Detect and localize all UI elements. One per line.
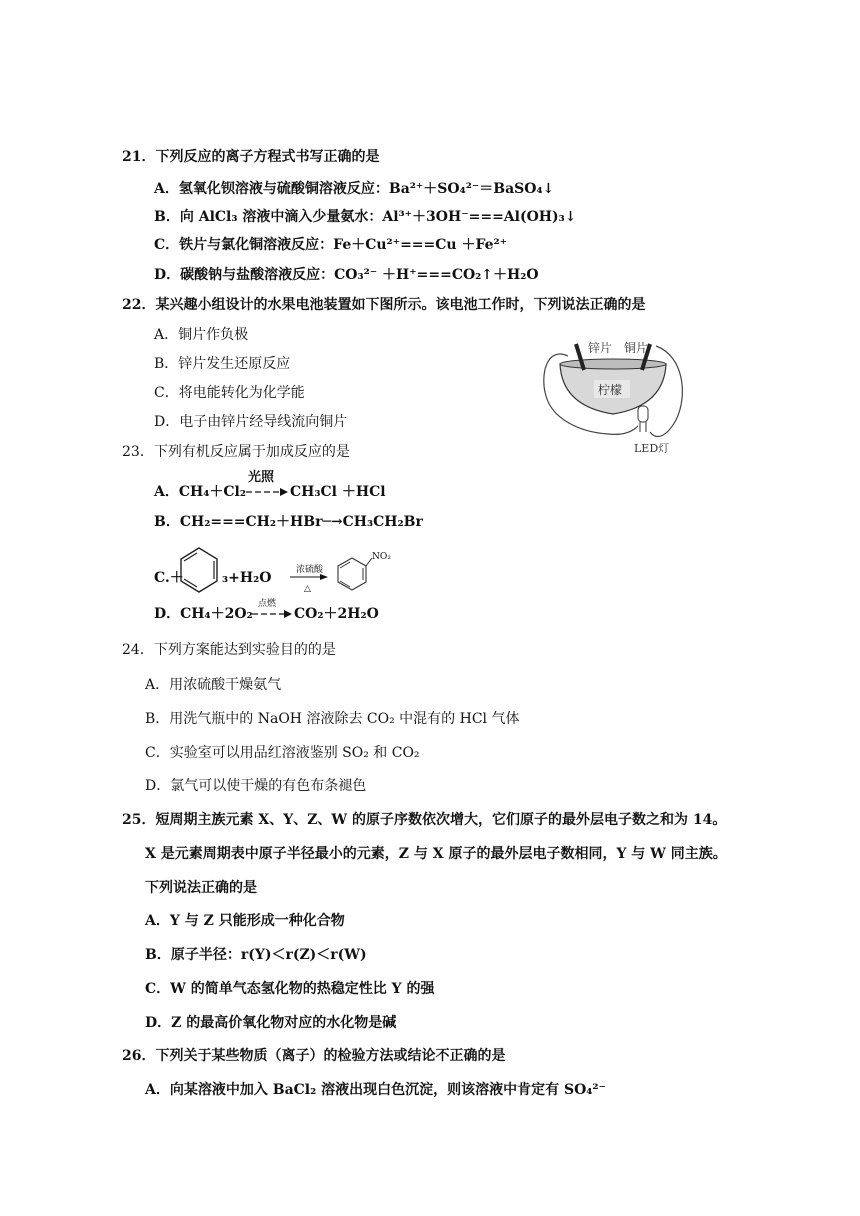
question-23-option-d-right: CO₂＋2H₂O xyxy=(294,606,379,622)
question-23-option-d-left: D．CH₄＋2O₂ xyxy=(154,606,253,622)
question-26-option-a: A．向某溶液中加入 BaCl₂ 溶液出现白色沉淀，则该溶液中肯定有 SO₄²⁻ xyxy=(145,1082,606,1098)
question-23-stem: 23．下列有机反应属于加成反应的是 xyxy=(122,444,350,460)
question-23-option-c-mid: ₃+H₂O xyxy=(222,570,272,586)
question-22-option-b: B．锌片发生还原反应 xyxy=(154,356,291,372)
question-24-option-c: C．实验室可以用品红溶液鉴别 SO₂ 和 CO₂ xyxy=(145,745,420,761)
question-25-option-c: C．W 的简单气态氢化物的热稳定性比 Y 的强 xyxy=(145,981,435,997)
question-25-stem-line-2: X 是元素周期表中原子半径最小的元素，Z 与 X 原子的最外层电子数相同，Y 与 W 同主族。 xyxy=(145,846,727,862)
question-23-option-c-prefix: C.＋ xyxy=(154,570,184,586)
question-25-stem-line-3: 下列说法正确的是 xyxy=(145,880,257,896)
question-23-option-b: B．CH₂===CH₂＋HBr─→CH₃CH₂Br xyxy=(154,514,423,530)
zinc-label: 锌片 xyxy=(588,341,613,355)
lemon-surface xyxy=(560,359,666,369)
copper-label: 铜片 xyxy=(624,341,649,355)
question-21-option-b: B．向 AlCl₃ 溶液中滴入少量氨水：Al³⁺＋3OH⁻===Al(OH)₃↓ xyxy=(154,209,577,225)
question-23-option-d-condition: 点燃 xyxy=(258,599,277,609)
led-icon xyxy=(638,406,648,422)
question-21-option-a: A．氢氧化钡溶液与硫酸铜溶液反应：Ba²⁺＋SO₄²⁻＝BaSO₄↓ xyxy=(154,181,555,197)
question-25-stem-line-1: 25．短周期主族元素 X、Y、Z、W 的原子序数依次增大，它们原子的最外层电子数之和为 14。 xyxy=(122,812,727,828)
question-25-option-d: D．Z 的最高价氧化物对应的水化物是碱 xyxy=(145,1015,397,1031)
benzene-ring-icon xyxy=(178,545,220,595)
question-25-option-b: B．原子半径：r(Y)＜r(Z)＜r(W) xyxy=(145,947,367,963)
question-21-stem: 21．下列反应的离子方程式书写正确的是 xyxy=(122,149,380,165)
question-22-option-c: C．将电能转化为化学能 xyxy=(154,385,305,401)
led-label: LED灯 xyxy=(634,442,670,455)
question-22-stem: 22．某兴趣小组设计的水果电池装置如下图所示。该电池工作时，下列说法正确的是 xyxy=(122,297,646,313)
question-21-option-d: D．碳酸钠与盐酸溶液反应：CO₃²⁻ ＋H⁺===CO₂↑＋H₂O xyxy=(154,267,539,283)
fruit-battery-figure xyxy=(538,336,686,456)
question-24-option-b: B．用洗气瓶中的 NaOH 溶液除去 CO₂ 中混有的 HCl 气体 xyxy=(145,711,520,727)
reaction-arrow-icon-3 xyxy=(252,608,292,620)
question-23-option-a-left: A．CH₄＋Cl₂ xyxy=(154,484,246,500)
question-21-option-c: C．铁片与氯化铜溶液反应：Fe＋Cu²⁺===Cu ＋Fe²⁺ xyxy=(154,237,508,253)
question-25-option-a: A．Y 与 Z 只能形成一种化合物 xyxy=(145,913,345,929)
question-23-option-c-heat: △ xyxy=(304,584,311,594)
reaction-arrow-icon xyxy=(246,486,288,498)
question-23-option-a-right: CH₃Cl ＋HCl xyxy=(290,484,386,500)
question-24-option-d: D．氯气可以使干燥的有色布条褪色 xyxy=(145,778,367,794)
question-23-option-c-condition: 浓硫酸 xyxy=(296,565,324,575)
question-23-option-a-condition: 光照 xyxy=(248,470,275,485)
question-23-option-c-no2: NO₂ xyxy=(372,552,391,562)
question-22-option-d: D．电子由锌片经导线流向铜片 xyxy=(154,414,348,430)
question-24-option-a: A．用浓硫酸干燥氨气 xyxy=(145,677,282,693)
question-22-option-a: A．铜片作负极 xyxy=(154,327,249,343)
question-24-stem: 24．下列方案能达到实验目的的是 xyxy=(122,642,336,658)
fruit-label: 柠檬 xyxy=(598,383,623,397)
question-26-stem: 26．下列关于某些物质（离子）的检验方法或结论不正确的是 xyxy=(122,1048,506,1064)
